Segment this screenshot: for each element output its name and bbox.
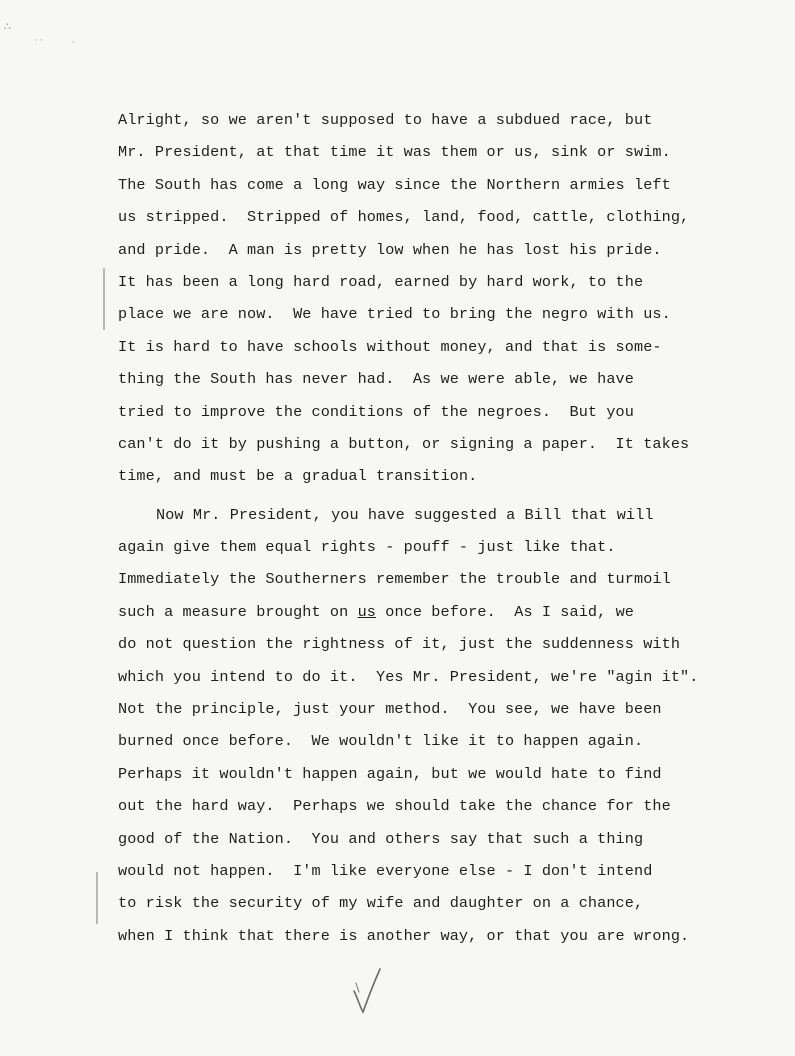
text-line: burned once before. We wouldn't like it to happen again. [118, 732, 644, 751]
text-line: Not the principle, just your method. You see, we have been [118, 700, 662, 719]
text-line: place we are now. We have tried to bring the negro with us. [118, 305, 671, 324]
text-line: It is hard to have schools without money, and that is some- [118, 337, 662, 356]
text-line: to risk the security of my wife and daughter on a chance, [118, 894, 644, 913]
paragraph-2 [118, 499, 778, 952]
text-line: Now Mr. President, you have suggested a Bill that will [156, 505, 654, 524]
text-line: out the hard way. Perhaps we should take the chance for the [118, 797, 671, 816]
margin-pencil-mark [103, 268, 105, 330]
text-segment: once before. As I said, we [376, 602, 635, 621]
letter-body [118, 104, 778, 952]
text-line: Mr. President, at that time it was them or us, sink or swim. [118, 143, 671, 162]
text-segment: such a measure brought on [118, 602, 358, 621]
text-line: good of the Nation. You and others say that such a thing [118, 829, 644, 848]
text-line [118, 596, 778, 628]
underlined-word: us [357, 602, 377, 621]
text-line: tried to improve the conditions of the negroes. But you [118, 402, 634, 421]
text-line: when I think that there is another way, or that you are wrong. [118, 926, 690, 945]
text-line: thing the South has never had. As we were able, we have [118, 370, 634, 389]
handwritten-checkmark-icon [350, 965, 384, 1015]
corner-speck: · [72, 38, 75, 48]
text-line: Alright, so we aren't supposed to have a subdued race, but [118, 111, 653, 129]
text-line: which you intend to do it. Yes Mr. President, we're "agin it". [118, 667, 699, 686]
text-line: Immediately the Southerners remember the trouble and turmoil [118, 570, 671, 589]
corner-speck: · · [34, 36, 43, 46]
text-line: time, and must be a gradual transition. [118, 467, 478, 486]
text-line: do not question the rightness of it, just the suddenness with [118, 635, 681, 654]
text-line: can't do it by pushing a button, or signing a paper. It takes [118, 434, 690, 453]
text-line: The South has come a long way since the Northern armies left [118, 175, 671, 194]
text-line: us stripped. Stripped of homes, land, food, cattle, clothing, [118, 208, 690, 227]
text-line: again give them equal rights - pouff - just like that. [118, 538, 616, 557]
text-line: and pride. A man is pretty low when he has lost his pride. [118, 240, 662, 259]
text-line: would not happen. I'm like everyone else - I don't intend [118, 861, 653, 880]
text-line: It has been a long hard road, earned by hard work, to the [118, 272, 644, 291]
paragraph-1 [118, 104, 778, 493]
margin-pencil-mark [96, 872, 98, 924]
corner-mark: ∴ [4, 20, 11, 33]
text-line: Perhaps it wouldn't happen again, but we would hate to find [118, 764, 662, 783]
